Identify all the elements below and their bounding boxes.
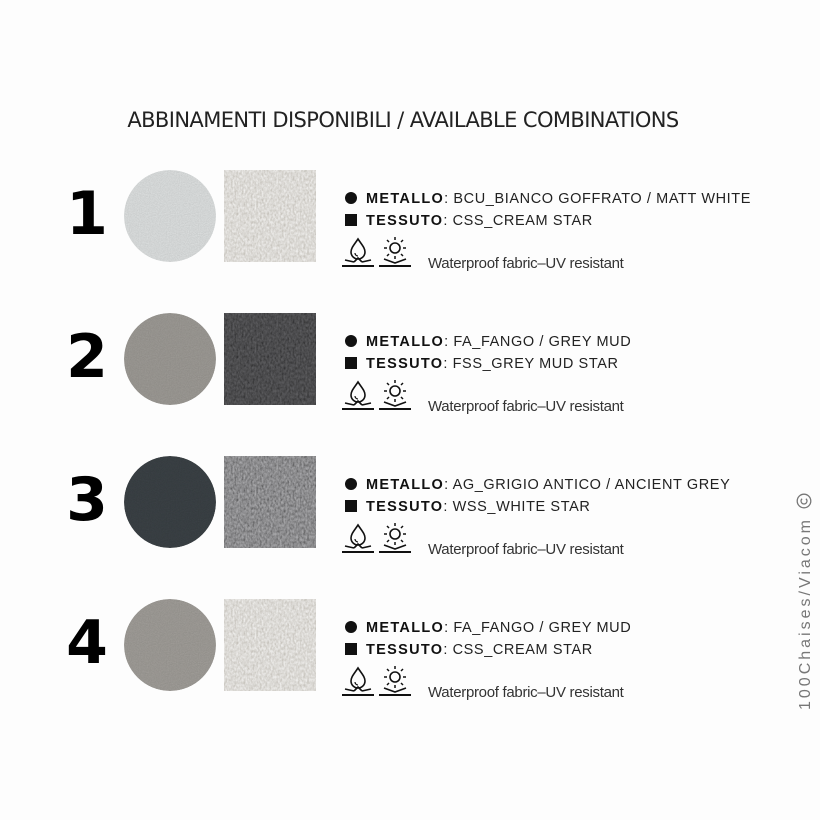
fabric-label: TESSUTO xyxy=(366,213,444,229)
metal-spec xyxy=(345,477,730,493)
metal-value: : FA_FANGO / GREY MUD xyxy=(444,334,632,350)
metal-color-swatch xyxy=(124,170,216,262)
fabric-value: : WSS_WHITE STAR xyxy=(443,499,591,515)
circle-bullet-icon xyxy=(345,192,357,204)
copyright-icon xyxy=(796,493,812,509)
fabric-value: : FSS_GREY MUD STAR xyxy=(443,356,619,372)
waterproof-icon xyxy=(341,379,375,411)
metal-color-swatch xyxy=(124,456,216,548)
metal-label: METALLO xyxy=(366,477,445,493)
fabric-swatch xyxy=(224,456,316,548)
fabric-label: TESSUTO xyxy=(366,499,444,515)
square-bullet-icon xyxy=(345,357,357,369)
fabric-swatch xyxy=(224,170,316,262)
combination-row xyxy=(0,313,800,413)
side-credit-text: 100Chaises/Viacom xyxy=(797,516,814,710)
square-bullet-icon xyxy=(345,500,357,512)
fabric-value: : CSS_CREAM STAR xyxy=(443,213,593,229)
features-text: Waterproof fabric–UV resistant xyxy=(428,255,624,272)
metal-color-swatch xyxy=(124,599,216,691)
uv-resistant-icon xyxy=(378,379,412,411)
metal-color-swatch xyxy=(124,313,216,405)
uv-resistant-icon xyxy=(378,236,412,268)
features-text: Waterproof fabric–UV resistant xyxy=(428,684,624,701)
features-text: Waterproof fabric–UV resistant xyxy=(428,541,624,558)
combination-row xyxy=(0,170,800,270)
square-bullet-icon xyxy=(345,643,357,655)
uv-resistant-icon xyxy=(378,522,412,554)
fabric-spec xyxy=(345,499,590,515)
fabric-label: TESSUTO xyxy=(366,356,444,372)
fabric-swatch xyxy=(224,313,316,405)
uv-resistant-icon xyxy=(378,665,412,697)
metal-label: METALLO xyxy=(366,620,445,636)
fabric-value: : CSS_CREAM STAR xyxy=(443,642,593,658)
metal-value: : FA_FANGO / GREY MUD xyxy=(444,620,632,636)
metal-label: METALLO xyxy=(366,191,445,207)
fabric-spec xyxy=(345,642,593,658)
circle-bullet-icon xyxy=(345,335,357,347)
side-credit xyxy=(796,493,815,710)
features-text: Waterproof fabric–UV resistant xyxy=(428,398,624,415)
fabric-spec xyxy=(345,356,619,372)
metal-spec xyxy=(345,620,631,636)
circle-bullet-icon xyxy=(345,478,357,490)
combination-row xyxy=(0,456,800,556)
combination-number: 2 xyxy=(66,322,108,392)
page-title: ABBINAMENTI DISPONIBILI / AVAILABLE COMBINATIONS xyxy=(127,108,679,132)
combination-number: 4 xyxy=(66,608,108,678)
fabric-spec xyxy=(345,213,593,229)
metal-label: METALLO xyxy=(366,334,445,350)
square-bullet-icon xyxy=(345,214,357,226)
metal-value: : AG_GRIGIO ANTICO / ANCIENT GREY xyxy=(444,477,731,493)
circle-bullet-icon xyxy=(345,621,357,633)
metal-spec xyxy=(345,334,631,350)
combination-row xyxy=(0,599,800,699)
fabric-swatch xyxy=(224,599,316,691)
waterproof-icon xyxy=(341,522,375,554)
combination-number: 1 xyxy=(66,179,108,249)
combination-number: 3 xyxy=(66,465,108,535)
fabric-label: TESSUTO xyxy=(366,642,444,658)
waterproof-icon xyxy=(341,665,375,697)
waterproof-icon xyxy=(341,236,375,268)
metal-value: : BCU_BIANCO GOFFRATO / MATT WHITE xyxy=(444,191,752,207)
metal-spec xyxy=(345,191,751,207)
